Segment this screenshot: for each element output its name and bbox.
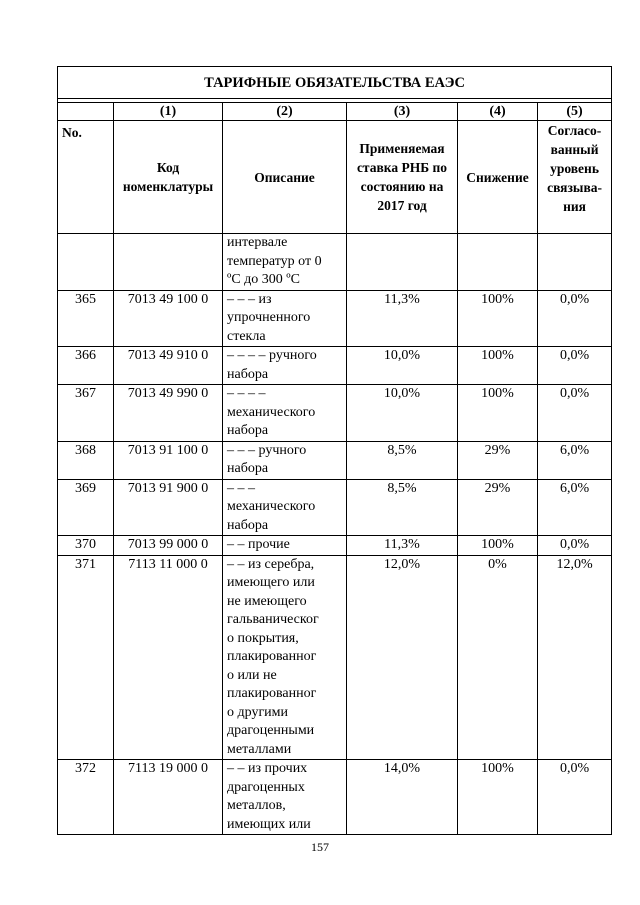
row-description: [223, 385, 347, 442]
row-code: 7013 49 100 0: [114, 290, 223, 347]
description-line: – – прочие: [227, 537, 290, 552]
row-description: [223, 479, 347, 536]
description-line: набора: [227, 461, 269, 476]
row-code: 7013 91 900 0: [114, 479, 223, 536]
row-bound-level: 0,0%: [538, 290, 612, 347]
row-rate: 8,5%: [347, 441, 458, 479]
table-row: [58, 347, 612, 385]
row-reduction: 29%: [458, 441, 538, 479]
description-line: металлами: [227, 741, 292, 757]
tariff-table: [57, 66, 612, 835]
header-row: [58, 121, 612, 234]
row-reduction: 100%: [458, 290, 538, 347]
row-code: 7113 11 000 0: [114, 555, 223, 760]
row-description: [223, 290, 347, 347]
column-number: [58, 103, 114, 121]
row-code: [114, 234, 223, 291]
row-reduction: 100%: [458, 536, 538, 556]
row-description: [223, 555, 347, 760]
column-number: (4): [458, 103, 538, 121]
description-line: набора: [227, 517, 269, 533]
row-description: [223, 536, 347, 556]
table-row: [58, 479, 612, 536]
row-bound-level: 12,0%: [538, 555, 612, 760]
row-code: 7013 91 100 0: [114, 441, 223, 479]
continuation-row: [58, 234, 612, 291]
table-row: [58, 441, 612, 479]
description-line: – – –: [227, 480, 255, 496]
description-line: металлов,: [227, 798, 286, 813]
description-line: – – – –: [227, 386, 266, 401]
header-description: Описание: [223, 121, 347, 234]
row-reduction: 0%: [458, 555, 538, 760]
header-reduction: Снижение: [458, 121, 538, 234]
row-code: 7013 49 910 0: [114, 347, 223, 385]
description-line: плакированног: [227, 649, 317, 664]
row-reduction: [458, 234, 538, 291]
row-bound-level: 6,0%: [538, 479, 612, 536]
row-bound-level: 0,0%: [538, 760, 612, 835]
description-line: – – – ручного: [227, 442, 307, 458]
description-line: механического: [227, 404, 316, 420]
row-no: 366: [58, 347, 114, 385]
row-description: [223, 347, 347, 385]
description-line: – – из прочих: [227, 761, 308, 776]
description-line: драгоценных: [227, 779, 305, 795]
description-line: о покрытия,: [227, 630, 299, 646]
column-number: (3): [347, 103, 458, 121]
column-number: (5): [538, 103, 612, 121]
description-line: упрочненного: [227, 310, 311, 325]
description-line: – – – из: [227, 291, 272, 307]
table-title: ТАРИФНЫЕ ОБЯЗАТЕЛЬСТВА ЕАЭС: [58, 67, 612, 99]
row-description: интервале температур от 0 ºС до 300 ºС: [223, 234, 347, 291]
column-number-row: [58, 103, 612, 121]
description-line: механического: [227, 499, 316, 514]
row-no: 372: [58, 760, 114, 835]
row-bound-level: [538, 234, 612, 291]
row-no: 365: [58, 290, 114, 347]
row-rate: 10,0%: [347, 347, 458, 385]
description-line: набора: [227, 423, 269, 438]
description-line: имеющих или: [227, 816, 311, 832]
description-line: – – – – ручного: [227, 348, 317, 363]
page-number: 157: [311, 840, 329, 854]
header-bound-level: Согласо- ванный уровень связыва- ния: [538, 121, 612, 234]
row-reduction: 100%: [458, 760, 538, 835]
description-line: о другими: [227, 704, 289, 720]
row-reduction: 29%: [458, 479, 538, 536]
table-title-row: [58, 67, 612, 99]
table-row: [58, 385, 612, 442]
row-rate: [347, 234, 458, 291]
row-rate: 11,3%: [347, 536, 458, 556]
description-line: – – из серебра,: [227, 556, 315, 572]
row-code: 7013 99 000 0: [114, 536, 223, 556]
row-bound-level: 0,0%: [538, 536, 612, 556]
table-row: [58, 555, 612, 760]
row-reduction: 100%: [458, 347, 538, 385]
row-rate: 10,0%: [347, 385, 458, 442]
header-code: Код номенклатуры: [114, 121, 223, 234]
description-line: стекла: [227, 328, 266, 344]
row-no: 371: [58, 555, 114, 760]
description-line: о или не: [227, 667, 277, 683]
header-rate: Применяемая ставка РНБ по состоянию на 2017 год: [347, 121, 458, 234]
row-bound-level: 0,0%: [538, 347, 612, 385]
row-no: 367: [58, 385, 114, 442]
description-line: драгоценными: [227, 723, 315, 738]
description-line: не имеющего: [227, 593, 307, 609]
row-code: 7013 49 990 0: [114, 385, 223, 442]
row-bound-level: 0,0%: [538, 385, 612, 442]
column-number: (2): [223, 103, 347, 121]
row-rate: 11,3%: [347, 290, 458, 347]
row-description: [223, 441, 347, 479]
row-no: 369: [58, 479, 114, 536]
header-no: No.: [58, 121, 114, 234]
description-line: имеющего или: [227, 575, 315, 590]
description-line: плакированног: [227, 686, 317, 701]
table-row: [58, 760, 612, 835]
row-no: 368: [58, 441, 114, 479]
row-reduction: 100%: [458, 385, 538, 442]
column-number: (1): [114, 103, 223, 121]
row-no: 370: [58, 536, 114, 556]
description-line: набора: [227, 366, 269, 382]
row-code: 7113 19 000 0: [114, 760, 223, 835]
row-no: [58, 234, 114, 291]
row-description: [223, 760, 347, 835]
row-bound-level: 6,0%: [538, 441, 612, 479]
row-rate: 8,5%: [347, 479, 458, 536]
description-line: гальваническог: [227, 612, 319, 627]
table-row: [58, 536, 612, 556]
row-rate: 12,0%: [347, 555, 458, 760]
table-row: [58, 290, 612, 347]
row-rate: 14,0%: [347, 760, 458, 835]
